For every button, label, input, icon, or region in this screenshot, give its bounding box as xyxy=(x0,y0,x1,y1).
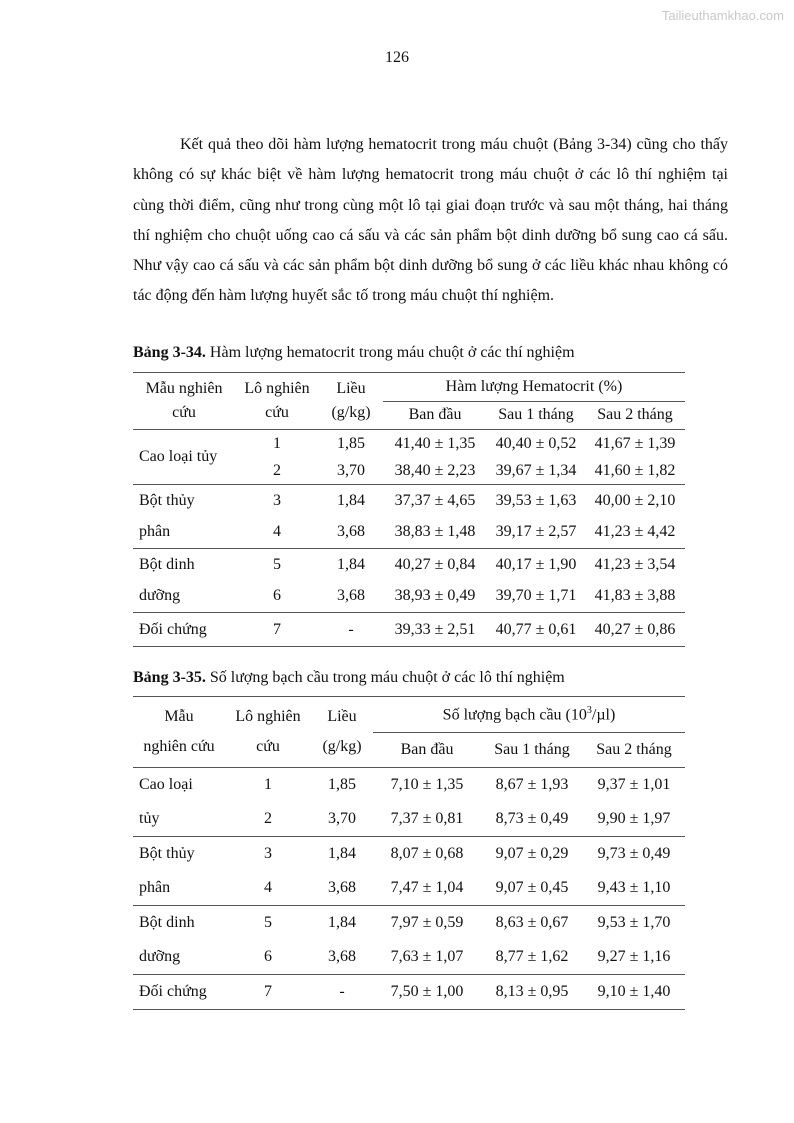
cell-month1: 8,73 ± 0,49 xyxy=(495,810,569,827)
cell-start: 7,50 ± 1,00 xyxy=(390,983,464,1000)
cell-month2: 9,43 ± 1,10 xyxy=(597,879,671,896)
cell-dose: 3,70 xyxy=(337,461,365,479)
table1-caption xyxy=(133,344,575,362)
cell-dose: 1,84 xyxy=(328,914,356,931)
cell-start: 7,63 ± 1,07 xyxy=(390,948,464,965)
cell-start: 37,37 ± 4,65 xyxy=(394,491,476,509)
page-number: 126 xyxy=(385,49,409,66)
cell-lot: 3 xyxy=(273,491,281,509)
cell-start: 7,97 ± 0,59 xyxy=(390,914,464,931)
cell-month1: 39,17 ± 2,57 xyxy=(495,523,577,540)
header-lot: Lô nghiên cứu xyxy=(225,697,311,768)
cell-dose: 1,84 xyxy=(337,491,365,509)
cell-start: 7,37 ± 0,81 xyxy=(390,810,464,827)
header-dose: Liều (g/kg) xyxy=(319,373,383,430)
cell-lot: 4 xyxy=(264,879,272,896)
cell-month2: 9,90 ± 1,97 xyxy=(597,810,671,827)
cell-lot: 7 xyxy=(273,620,281,638)
cell-lot: 1 xyxy=(273,434,281,452)
cell-month1: 8,67 ± 1,93 xyxy=(495,776,569,793)
table2-caption-label: Bảng 3-35. xyxy=(133,669,206,686)
cell-month1: 9,07 ± 0,45 xyxy=(495,879,569,896)
cell-start: 38,83 ± 1,48 xyxy=(394,523,476,540)
row-sample: Bột dinh xyxy=(139,555,195,573)
cell-start: 38,93 ± 0,49 xyxy=(394,587,476,604)
header-sample: Mẫu nghiên cứu xyxy=(133,373,235,430)
cell-start: 7,47 ± 1,04 xyxy=(390,879,464,896)
row-sample: Bột thủy xyxy=(139,845,195,862)
row-sample: Đối chứng xyxy=(139,983,207,1000)
cell-dose: 1,85 xyxy=(337,434,365,452)
header-group: Hàm lượng Hematocrit (%) xyxy=(383,373,685,402)
cell-month1: 40,40 ± 0,52 xyxy=(495,434,577,452)
cell-lot: 2 xyxy=(264,810,272,827)
row-sample: Cao loại xyxy=(139,776,193,793)
cell-month1: 8,63 ± 0,67 xyxy=(495,914,569,931)
table1-caption-text: Hàm lượng hematocrit trong máu chuột ở các thí nghiệm xyxy=(205,344,575,361)
header-month2: Sau 2 tháng xyxy=(585,401,685,430)
cell-month2: 41,67 ± 1,39 xyxy=(594,434,676,452)
cell-dose: 3,68 xyxy=(337,587,365,604)
row-sample: Bột dinh xyxy=(139,914,195,931)
cell-lot: 6 xyxy=(273,587,281,604)
header-month2: Sau 2 tháng xyxy=(583,733,685,768)
cell-month2: 9,37 ± 1,01 xyxy=(597,776,671,793)
cell-lot: 3 xyxy=(264,845,272,862)
cell-dose: - xyxy=(339,983,345,1000)
cell-start: 40,27 ± 0,84 xyxy=(394,555,476,573)
header-month1: Sau 1 tháng xyxy=(487,401,585,430)
cell-month2: 41,23 ± 3,54 xyxy=(594,555,676,573)
cell-month1: 40,17 ± 1,90 xyxy=(495,555,577,573)
row-sample: dưỡng xyxy=(139,587,181,604)
cell-month2: 41,60 ± 1,82 xyxy=(594,461,676,479)
table2-caption-text: Số lượng bạch cầu trong máu chuột ở các lô thí nghiệm xyxy=(205,669,565,686)
watermark: Tailieuthamkhao.com xyxy=(661,8,784,23)
cell-lot: 7 xyxy=(264,983,272,1000)
cell-month1: 39,70 ± 1,71 xyxy=(495,587,577,604)
cell-month2: 40,27 ± 0,86 xyxy=(594,620,676,638)
hematocrit-table xyxy=(133,372,685,647)
cell-month1: 9,07 ± 0,29 xyxy=(495,845,569,862)
row-sample: Bột thủy xyxy=(139,491,195,509)
cell-dose: 3,68 xyxy=(328,948,356,965)
cell-month1: 8,13 ± 0,95 xyxy=(495,983,569,1000)
table1-caption-label: Bảng 3-34. xyxy=(133,344,206,361)
cell-month2: 40,00 ± 2,10 xyxy=(594,491,676,509)
cell-month2: 41,83 ± 3,88 xyxy=(594,587,676,604)
header-sample: Mẫu nghiên cứu xyxy=(133,697,225,768)
cell-start: 8,07 ± 0,68 xyxy=(390,845,464,862)
cell-lot: 2 xyxy=(273,461,281,479)
cell-dose: 3,68 xyxy=(328,879,356,896)
cell-dose: 3,68 xyxy=(337,523,365,540)
cell-dose: - xyxy=(348,620,354,638)
cell-month1: 40,77 ± 0,61 xyxy=(495,620,577,638)
row-sample: phân xyxy=(139,879,171,896)
cell-lot: 4 xyxy=(273,523,281,540)
cell-start: 39,33 ± 2,51 xyxy=(394,620,476,638)
white-blood-cell-table xyxy=(133,696,685,1010)
row-sample: phân xyxy=(139,523,171,540)
cell-lot: 1 xyxy=(264,776,272,793)
cell-month2: 41,23 ± 4,42 xyxy=(594,523,676,540)
row-sample: Cao loại tủy xyxy=(133,430,235,485)
header-lot: Lô nghiên cứu xyxy=(235,373,319,430)
header-dose: Liều (g/kg) xyxy=(311,697,373,768)
row-sample: tủy xyxy=(139,810,160,827)
row-sample: Đối chứng xyxy=(139,620,207,638)
cell-month2: 9,27 ± 1,16 xyxy=(597,948,671,965)
cell-start: 41,40 ± 1,35 xyxy=(394,434,476,452)
cell-month2: 9,10 ± 1,40 xyxy=(597,983,671,1000)
row-sample: dưỡng xyxy=(139,948,181,965)
cell-month2: 9,53 ± 1,70 xyxy=(597,914,671,931)
cell-start: 7,10 ± 1,35 xyxy=(390,776,464,793)
table2-caption xyxy=(133,669,565,687)
cell-month1: 39,67 ± 1,34 xyxy=(495,461,577,479)
cell-month2: 9,73 ± 0,49 xyxy=(597,845,671,862)
cell-dose: 1,84 xyxy=(328,845,356,862)
cell-dose: 3,70 xyxy=(328,810,356,827)
header-start: Ban đầu xyxy=(383,401,487,430)
cell-dose: 1,84 xyxy=(337,555,365,573)
body-paragraph: Kết quả theo dõi hàm lượng hematocrit trong máu chuột (Bảng 3-34) cũng cho thấy không có sự khác biệt về hàm lượng hematocrit trong máu chuột ở các lô thí nghiệm tại cùng thời điểm, cũng như trong cùng một lô tại giai đoạn trước và sau một tháng, hai tháng thí nghiệm cho chuột uống cao cá sấu và các sản phẩm bột dinh dưỡng bổ sung cao cá sấu. Như vậy cao cá sấu và các sản phẩm bột dinh dưỡng bổ sung ở các liều khác nhau không có tác động đến hàm lượng huyết sắc tố trong máu chuột thí nghiệm. xyxy=(133,136,728,305)
cell-dose: 1,85 xyxy=(328,776,356,793)
header-month1: Sau 1 tháng xyxy=(481,733,583,768)
cell-lot: 5 xyxy=(273,555,281,573)
cell-lot: 5 xyxy=(264,914,272,931)
cell-start: 38,40 ± 2,23 xyxy=(394,461,476,479)
cell-lot: 6 xyxy=(264,948,272,965)
cell-month1: 39,53 ± 1,63 xyxy=(495,491,577,509)
cell-month1: 8,77 ± 1,62 xyxy=(495,948,569,965)
header-group: Số lượng bạch cầu $(10^3/\mu l)$ xyxy=(373,697,685,733)
header-start: Ban đầu xyxy=(373,733,481,768)
